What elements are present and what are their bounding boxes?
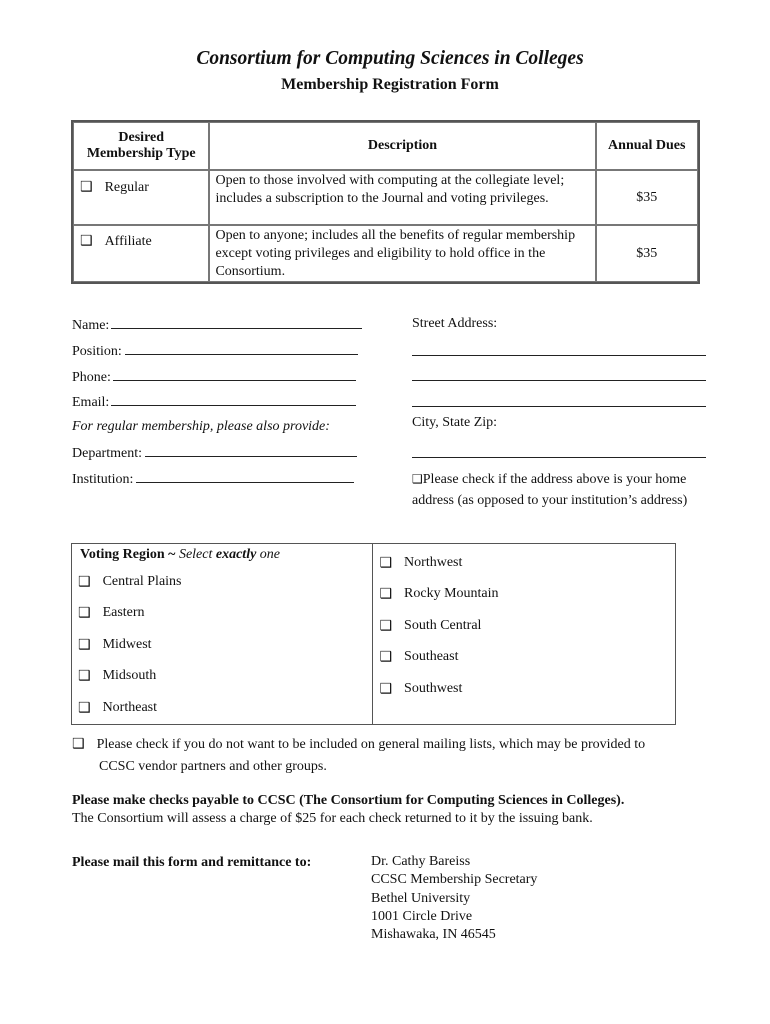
voting-region-left-column <box>72 566 373 724</box>
checkbox-icon[interactable]: ❑ <box>379 554 393 571</box>
region-label: Rocky Mountain <box>404 586 499 602</box>
checkbox-icon[interactable]: ❑ <box>80 233 93 249</box>
checks-payable-note: Please make checks payable to CCSC (The Consortium for Computing Sciences in Colleges). <box>72 793 625 808</box>
region-label: Eastern <box>102 605 145 621</box>
voting-region-instruction-pre: Select <box>178 547 213 562</box>
address-line: Mishawaka, IN 46545 <box>371 927 496 943</box>
home-address-note: Please check if the address above is your home address (as opposed to your institution’s address) <box>412 472 688 508</box>
region-label: Midsouth <box>102 668 157 684</box>
mailing-optout-line2: CCSC vendor partners and other groups. <box>99 758 327 774</box>
name-field[interactable] <box>72 316 362 334</box>
region-option-northwest[interactable] <box>373 547 675 579</box>
header-membership-type-line1: Desired <box>118 130 165 145</box>
region-label: Southwest <box>404 680 463 696</box>
department-line[interactable] <box>145 444 357 457</box>
checkbox-icon[interactable]: ❑ <box>78 605 91 622</box>
department-label: Department: <box>72 446 142 461</box>
membership-dues: $35 <box>596 225 698 282</box>
street-address-line-3[interactable] <box>412 394 706 407</box>
checkbox-icon[interactable]: ❑ <box>80 179 93 195</box>
street-address-label: Street Address: <box>412 316 498 331</box>
position-label: Position: <box>72 344 122 359</box>
institution-line[interactable] <box>136 470 354 483</box>
position-field[interactable] <box>72 342 358 360</box>
checkbox-icon[interactable]: ❑ <box>379 586 393 603</box>
checkbox-icon[interactable]: ❑ <box>412 472 423 486</box>
membership-option-affiliate[interactable] <box>73 225 209 282</box>
address-line: 1001 Circle Drive <box>371 908 473 924</box>
voting-region-table <box>71 543 676 725</box>
checkbox-icon[interactable]: ❑ <box>379 649 393 666</box>
mail-to-label: Please mail this form and remittance to: <box>72 855 312 870</box>
membership-description: Open to anyone; includes all the benefits of regular membership except voting privileges and eligibility to hold office in the Consortium. <box>209 225 595 282</box>
membership-type-label: Affiliate <box>104 234 152 249</box>
address-line: Bethel University <box>371 890 471 906</box>
page-title: Consortium for Computing Sciences in Colleges <box>196 48 584 69</box>
address-line: Dr. Cathy Bareiss <box>371 854 471 869</box>
mailing-address <box>371 853 537 944</box>
region-option-eastern[interactable] <box>72 598 372 630</box>
mailing-optout-checkbox[interactable] <box>72 734 645 777</box>
region-label: Midwest <box>102 636 152 652</box>
region-label: Northeast <box>102 699 157 715</box>
voting-region-right-column <box>373 544 676 725</box>
header-membership-type-line2: Membership Type <box>86 146 196 161</box>
region-option-rocky-mountain[interactable] <box>373 579 675 611</box>
region-label: South Central <box>404 617 482 633</box>
header-annual-dues: Annual Dues <box>596 122 698 170</box>
checkbox-icon[interactable]: ❑ <box>78 573 91 590</box>
name-line[interactable] <box>111 316 362 329</box>
payment-instructions <box>72 792 624 828</box>
home-address-checkbox[interactable] <box>412 469 707 511</box>
mailing-optout-line1: Please check if you do not want to be included on general mailing lists, which may be provided to <box>96 737 646 752</box>
region-option-southeast[interactable] <box>373 642 675 674</box>
region-option-southwest[interactable] <box>373 673 675 705</box>
department-field[interactable] <box>72 444 357 462</box>
table-row <box>73 170 698 225</box>
checkbox-icon[interactable]: ❑ <box>78 699 91 716</box>
region-label: Central Plains <box>102 573 182 589</box>
email-line[interactable] <box>111 393 356 406</box>
voting-region-instruction-post: one <box>259 547 281 562</box>
membership-table <box>71 120 700 284</box>
institution-field[interactable] <box>72 470 354 488</box>
membership-option-regular[interactable] <box>73 170 209 225</box>
region-label: Southeast <box>404 649 459 665</box>
phone-label: Phone: <box>72 370 111 385</box>
name-label: Name: <box>72 318 110 333</box>
region-option-northeast[interactable] <box>72 692 372 724</box>
institution-label: Institution: <box>72 472 134 487</box>
address-line: CCSC Membership Secretary <box>371 872 538 888</box>
voting-region-label: Voting Region ~ <box>80 547 176 562</box>
header-membership-type <box>73 122 209 170</box>
checkbox-icon[interactable]: ❑ <box>72 736 85 752</box>
city-state-zip-label: City, State Zip: <box>412 415 498 430</box>
phone-line[interactable] <box>113 368 356 381</box>
returned-check-fee-note: The Consortium will assess a charge of $25 for each check returned to it by the issuing bank. <box>72 811 593 826</box>
checkbox-icon[interactable]: ❑ <box>379 680 393 697</box>
region-label: Northwest <box>404 554 463 570</box>
table-row <box>73 225 698 282</box>
voting-region-instruction-em: exactly <box>215 547 257 562</box>
region-option-midsouth[interactable] <box>72 661 372 693</box>
region-option-central-plains[interactable] <box>72 566 372 598</box>
membership-type-label: Regular <box>104 180 149 195</box>
street-address-line-1[interactable] <box>412 343 706 356</box>
street-address-line-2[interactable] <box>412 368 706 381</box>
header-description: Description <box>209 122 595 170</box>
city-state-zip-line[interactable] <box>412 445 706 458</box>
regular-membership-note: For regular membership, please also provide: <box>72 419 330 434</box>
voting-region-header <box>72 544 373 567</box>
region-option-south-central[interactable] <box>373 610 675 642</box>
membership-description: Open to those involved with computing at the collegiate level; includes a subscription to the Journal and voting privileges. <box>209 170 595 225</box>
position-line[interactable] <box>125 342 358 355</box>
email-field[interactable] <box>72 393 356 411</box>
phone-field[interactable] <box>72 368 356 386</box>
region-option-midwest[interactable] <box>72 629 372 661</box>
checkbox-icon[interactable]: ❑ <box>379 617 393 634</box>
checkbox-icon[interactable]: ❑ <box>78 636 91 653</box>
email-label: Email: <box>72 395 110 410</box>
page-subtitle: Membership Registration Form <box>281 76 499 93</box>
checkbox-icon[interactable]: ❑ <box>78 668 91 685</box>
membership-dues: $35 <box>596 170 698 225</box>
